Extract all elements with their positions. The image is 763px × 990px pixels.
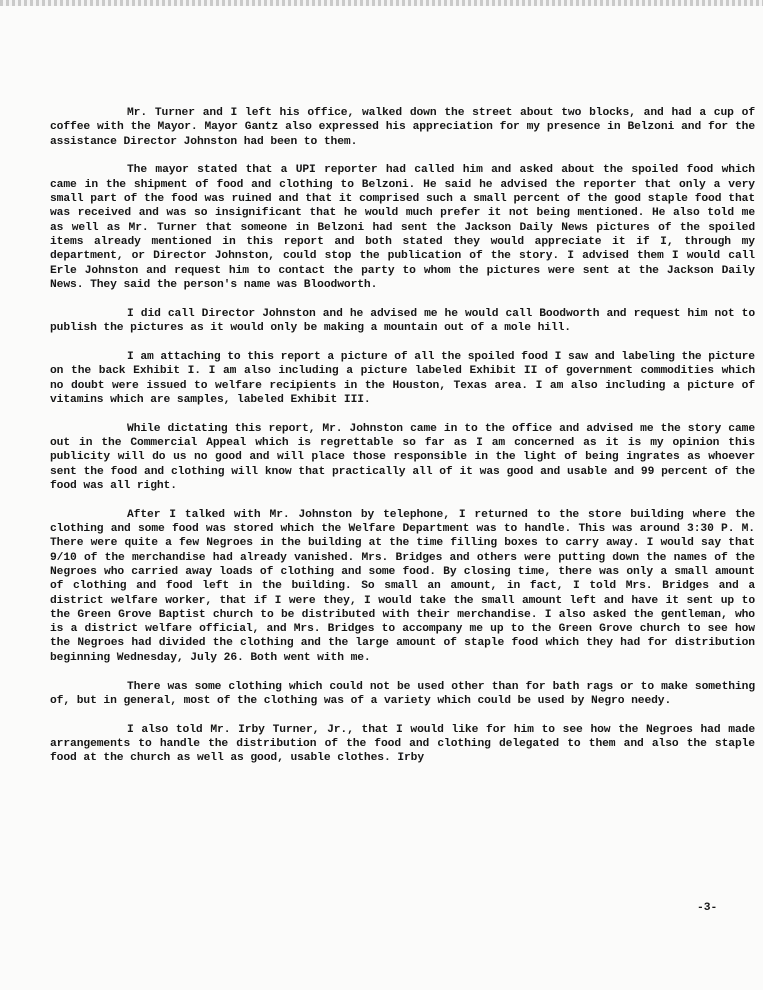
scan-edge: [0, 0, 763, 6]
paragraph-coffee-with-mayor: Mr. Turner and I left his office, walked down the street about two blocks, and had a cup of coffee with the Mayor. Mayor Gantz also expressed his appreciation for my presence in Belzoni and for the assistance Director Johnston had been to them.: [50, 107, 755, 148]
paragraph-call-director: I did call Director Johnston and he advised me he would call Boodworth and request him not to publish the pictures as it would only be making a mountain out of a mole hill.: [50, 307, 755, 335]
paragraph-exhibits: I am attaching to this report a picture of all the spoiled food I saw and labeling the picture on the back Exhibit I. I am also including a picture labeled Exhibit II of government commodities which no doubt were issued to welfare recipients in the Houston, Texas area. I am also including a picture of vitamins which are samples, labeled Exhibit III.: [50, 350, 755, 406]
paragraph-commercial-appeal: While dictating this report, Mr. Johnston came in to the office and advised me the story came out in the Commercial Appeal which is regrettable so far as I am concerned as it is my opinion this publicity will do us no good and will place those responsible in the light of being ingrates as whoever sent the food and clothing will know that practically all of it was good and usable and 99 percent of the food was all right.: [50, 422, 755, 492]
page-number: -3-: [697, 902, 718, 914]
paragraph-upi-reporter: The mayor stated that a UPI reporter had called him and asked about the spoiled food which came in the shipment of food and clothing to Belzoni. He said he advised the reporter that only a very small part of the food was ruined and that it comprised such a small percent of the good staple food that was received and was so insignificant that he would much prefer it not being mentioned. He also told me as well as Mr. Turner that someone in Belzoni had sent the Jackson Daily News pictures of the spoiled items already mentioned in this report and both stated they would appreciate it if I, through my department, or Director Johnston, could stop the publication of the story. I advised them I would call Erle Johnston and request him to contact the party to whom the pictures were sent at the Jackson Daily News. They said the person's name was Bloodworth.: [50, 164, 755, 291]
report-body: [50, 106, 755, 780]
paragraph-store-building: After I talked with Mr. Johnston by telephone, I returned to the store building where the clothing and some food was stored which the Welfare Department was to handle. This was around 3:30 P. M. There were quite a few Negroes in the building at the time filling boxes to carry away. I would say that 9/10 of the merchandise had already vanished. Mrs. Bridges and others were putting down the names of the Negroes who carried away loads of clothing and some food. By closing time, there was only a small amount of clothing and food left in the building. So small an amount, in fact, I told Mrs. Bridges and a district welfare worker, that if I were they, I would take the small amount left and have it sent up to the Green Grove Baptist church to be distributed with their merchandise. I also asked the gentleman, who is a district welfare official, and Mrs. Bridges to accompany me up to the Green Grove church to see how the Negroes had divided the clothing and the large amount of staple food which they had for distribution beginning Wednesday, July 26. Both went with me.: [50, 508, 755, 664]
paragraph-irby-turner: I also told Mr. Irby Turner, Jr., that I would like for him to see how the Negroes had made arrangements to handle the distribution of the food and clothing delegated to them and also the staple food at the church as well as good, usable clothes. Irby: [50, 723, 755, 765]
paragraph-clothing-variety: There was some clothing which could not be used other than for bath rags or to make something of, but in general, most of the clothing was of a variety which could be used by Negro needy.: [50, 680, 755, 707]
